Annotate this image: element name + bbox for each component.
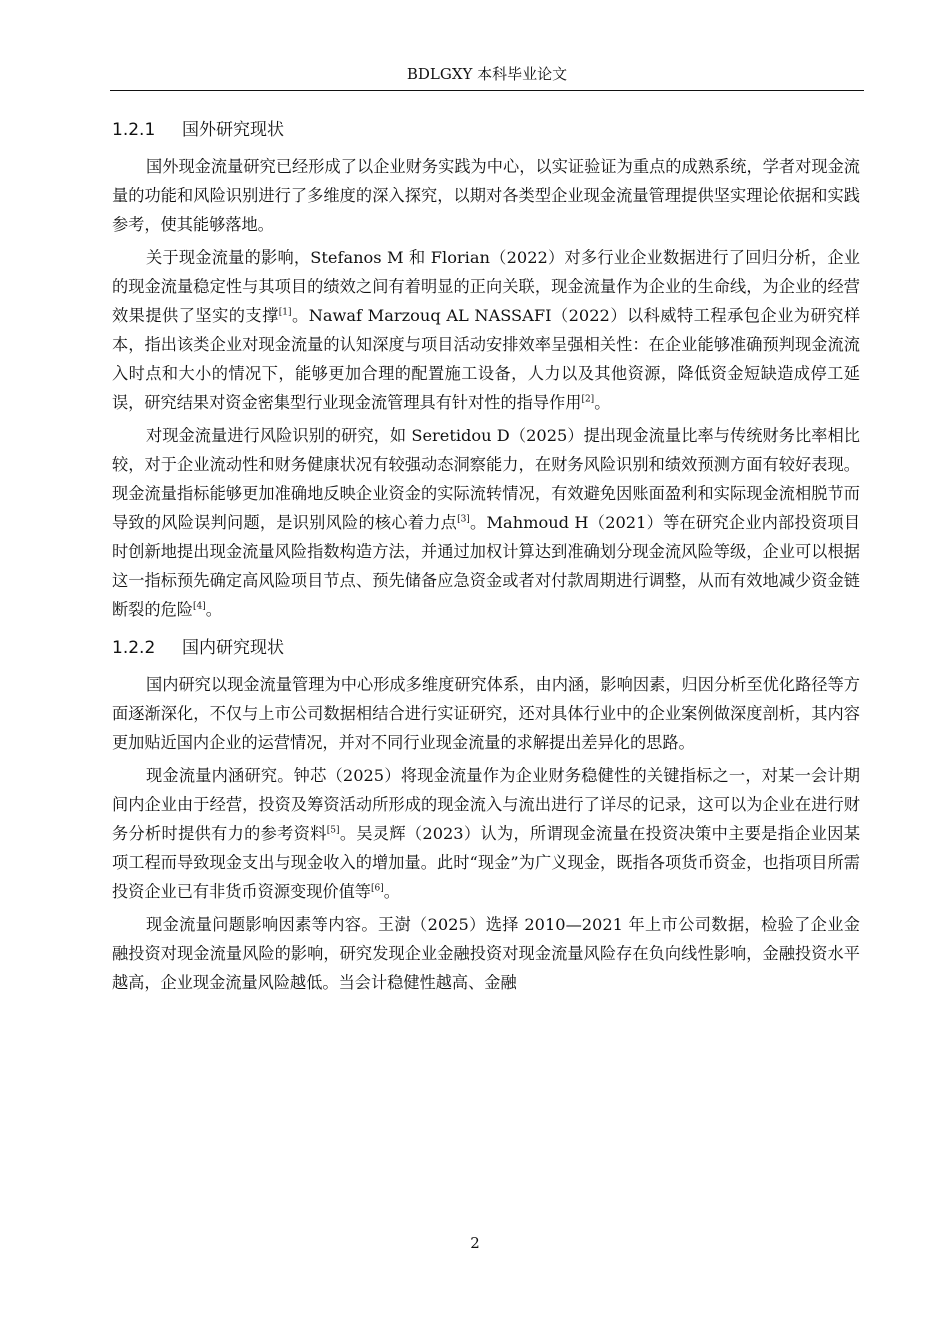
page-number: 2	[470, 1234, 480, 1252]
citation-ref: [4]	[192, 601, 206, 612]
paragraph	[112, 152, 860, 239]
citation-ref: [5]	[326, 825, 340, 836]
citation-ref: [1]	[278, 307, 292, 318]
paragraph	[112, 910, 860, 997]
paragraph	[112, 761, 860, 906]
running-header: BDLGXY 本科毕业论文	[406, 65, 568, 83]
paragraph-text: 。	[205, 600, 222, 619]
paragraph	[112, 243, 860, 417]
paragraph-text: 关于现金流量的影响，Stefanos M 和 Florian（2022）对多行业企业数据进行了回归分析，企业的现金流量稳定性与其项目的绩效之间有着明显的正向关联，现金流量作为企业的生命线，为企业的经营效果提供了坚实的支撑	[112, 248, 860, 325]
paragraph-text: 国外现金流量研究已经形成了以企业财务实践为中心，以实证验证为重点的成熟系统，学者对现金流量的功能和风险识别进行了多维度的深入探究，以期对各类型企业现金流量管理提供坚实理论依据和实践参考，使其能够落地。	[112, 157, 860, 234]
paragraph-text: 国内研究以现金流量管理为中心形成多维度研究体系，由内涵，影响因素，归因分析至优化路径等方面逐渐深化，不仅与上市公司数据相结合进行实证研究，还对具体行业中的企业案例做深度剖析，其内容更加贴近国内企业的运营情况，并对不同行业现金流量的求解提出差异化的思路。	[112, 675, 860, 752]
citation-ref: [2]	[581, 394, 595, 405]
citation-ref: [6]	[371, 883, 384, 894]
paragraph-text: 。Nawaf Marzouq AL NASSAFI（2022）以科威特工程承包企业为研究样本，指出该类企业对现金流量的认知深度与项目活动安排效率呈强相关性：在企业能够准确预判现金流流入时点和大小的情况下，能够更加合理的配置施工设备，人力以及其他资源，降低资金短缺造成停工延误，研究结果对资金密集型行业现金流管理具有针对性的指导作用	[112, 306, 861, 412]
paragraph-text: 。吴灵辉（2023）认为，所谓现金流量在投资决策中主要是指企业因某项工程而导致现金支出与现金收入的增加量。此时“现金”为广义现金，既指各项货币资金，也指项目所需投资企业已有非货币资源变现价值等	[112, 824, 861, 901]
paragraph	[112, 421, 860, 624]
section-number: 1.2.1	[112, 120, 156, 140]
paragraph-text: 。	[594, 393, 611, 412]
header-rule	[110, 90, 864, 91]
section-number: 1.2.2	[112, 638, 156, 658]
section-title: 国内研究现状	[182, 638, 284, 658]
paragraph-text: 现金流量内涵研究。钟芯（2025）将现金流量作为企业财务稳健性的关键指标之一，对某一会计期间内企业由于经营，投资及筹资活动所形成的现金流入与流出进行了详尽的记录，这可以为企业在进行财务分析时提供有力的参考资料	[112, 766, 860, 843]
section-heading	[112, 118, 860, 142]
section-heading	[112, 636, 860, 660]
section-foreign-research	[112, 118, 860, 624]
section-domestic-research	[112, 636, 860, 997]
paragraph	[112, 670, 860, 757]
paragraph-text: 对现金流量进行风险识别的研究，如 Seretidou D（2025）提出现金流量比率与传统财务比率相比较，对于企业流动性和财务健康状况有较强动态洞察能力，在财务风险识别和绩效预测方面有较好表现。现金流量指标能够更加准确地反映企业资金的实际流转情况，有效避免因账面盈利和实际现金流相脱节而导致的风险误判问题，是识别风险的核心着力点	[112, 426, 860, 532]
paragraph-text: 。	[383, 882, 400, 901]
paragraph-text: 。Mahmoud H（2021）等在研究企业内部投资项目时创新地提出现金流量风险指数构造方法，并通过加权计算达到准确划分现金流风险等级，企业可以根据这一指标预先确定高风险项目节点、预先储备应急资金或者对付款周期进行调整，从而有效地减少资金链断裂的危险	[112, 513, 861, 619]
citation-ref: [3]	[457, 514, 470, 525]
paragraph-text: 现金流量问题影响因素等内容。王澍（2025）选择 2010—2021 年上市公司数据，检验了企业金融投资对现金流量风险的影响，研究发现企业金融投资对现金流量风险存在负向线性影响，金融投资水平越高，企业现金流量风险越低。当会计稳健性越高、金融	[112, 915, 860, 992]
section-title: 国外研究现状	[182, 120, 284, 140]
page-body	[112, 112, 860, 1001]
